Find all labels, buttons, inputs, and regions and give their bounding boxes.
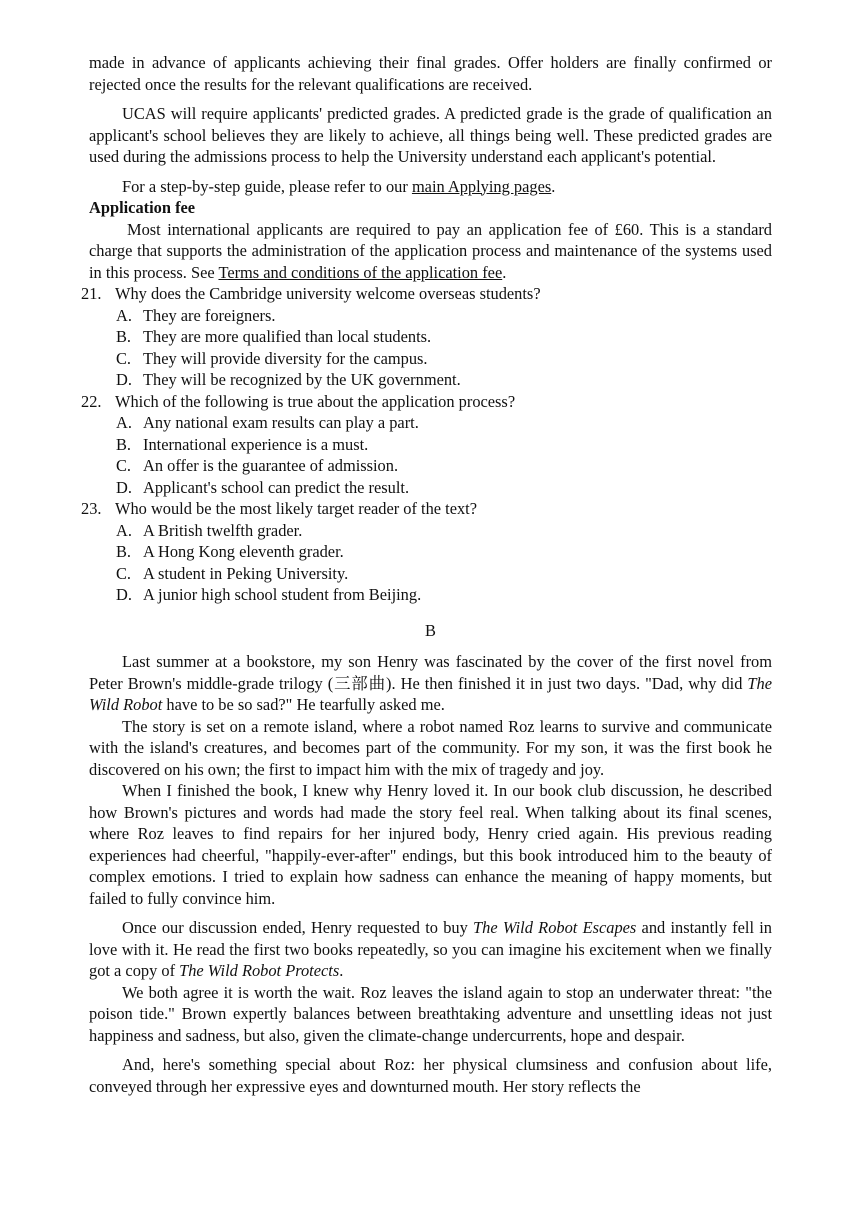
- questions-list: [81, 283, 772, 606]
- fee-terms-link[interactable]: Terms and conditions of the application fee: [218, 262, 503, 282]
- application-fee-heading: Application fee: [89, 198, 196, 217]
- option-letter: A.: [116, 305, 132, 325]
- option-b: [89, 541, 772, 563]
- document-page: [81, 52, 772, 1097]
- option-c: [89, 563, 772, 585]
- option-d: [89, 369, 772, 391]
- option-letter: C.: [116, 348, 132, 368]
- book-title: The Wild Robot: [89, 673, 772, 714]
- option-text: A junior high school student from Beijing.: [143, 585, 422, 604]
- option-letter: C.: [116, 456, 132, 475]
- question-text: Who would be the most likely target reader of the text?: [115, 499, 477, 518]
- option-text: International experience is a must.: [143, 434, 369, 454]
- option-letter: A.: [116, 413, 132, 432]
- option-c: [89, 455, 772, 477]
- book-title: The Wild Robot Protects: [179, 961, 340, 980]
- paragraph-text: and instantly fell in love with it. He read the first two books repeatedly, so you can imagine his excitement when we finally got a copy of: [89, 918, 772, 980]
- option-letter: D.: [116, 585, 132, 604]
- question-stem: [81, 391, 772, 413]
- option-text: A British twelfth grader.: [143, 520, 303, 540]
- option-d: [89, 584, 772, 606]
- option-text: They are foreigners.: [143, 305, 276, 325]
- passage-a-paragraph-1: made in advance of applicants achieving their final grades. Offer holders are finally confirmed or rejected once the results for the relevant qualifications are received.: [89, 53, 772, 94]
- option-text: They are more qualified than local students.: [143, 327, 432, 346]
- option-d: [89, 477, 772, 499]
- passage-a-paragraph-3: [89, 176, 772, 198]
- question-23: [81, 498, 772, 606]
- option-a: [89, 412, 772, 434]
- option-text: An offer is the guarantee of admission.: [143, 456, 399, 475]
- option-a: [89, 520, 772, 542]
- passage-b-paragraph-3: When I finished the book, I knew why Henry loved it. In our book club discussion, he described how Brown's pictures and words had made the story feel real. When talking about its final scenes, where Roz leaves to find repairs for her injured body, Henry cried again. His previous reading experiences had cheerful, "happily-ever-after" endings, but this book introduced him to the beauty of complex emotions. I tried to explain how sadness can enhance the meaning of happy moments, but failed to fully convince him.: [89, 781, 772, 908]
- option-b: [89, 434, 772, 456]
- question-22: [81, 391, 772, 499]
- question-text: Why does the Cambridge university welcome overseas students?: [115, 284, 541, 303]
- option-a: [89, 305, 772, 327]
- passage-b-paragraph-5: We both agree it is worth the wait. Roz leaves the island again to stop an underwater threat: "the poison tide." Brown expertly balances between breathtaking adventure and unsettling ideas not just happiness and sadness, but also, given the climate-change undercurrents, hope and despair.: [89, 982, 772, 1045]
- option-b: [89, 326, 772, 348]
- option-letter: C.: [116, 563, 132, 583]
- passage-b-paragraph-1: [89, 651, 772, 716]
- main-applying-pages-link[interactable]: main Applying pages: [411, 176, 552, 196]
- question-stem: [81, 283, 772, 305]
- book-title: The Wild Robot Escapes: [473, 918, 637, 937]
- fee-text: Most international applicants are required to pay an application fee of £60. This is a standard charge that supports the administration of the application process and maintenance of the systems used in this process. See: [89, 219, 772, 282]
- option-c: [89, 348, 772, 370]
- paragraph-text: Once our discussion ended, Henry requested to buy: [122, 918, 474, 937]
- option-text: They will be recognized by the UK government.: [143, 370, 461, 389]
- guide-text-end: .: [551, 176, 556, 196]
- option-letter: D.: [116, 477, 132, 497]
- question-number: 22.: [81, 391, 102, 411]
- question-number: 21.: [81, 284, 102, 303]
- passage-a-paragraph-4: [89, 219, 772, 284]
- paragraph-text: Last summer at a bookstore, my son Henry was fascinated by the cover of the first novel from Peter Brown's middle-grade trilogy (三部曲). He then finished it in just two days. "Dad, why did: [89, 652, 772, 693]
- passage-b-paragraph-2: The story is set on a remote island, where a robot named Roz learns to survive and communicate with the island's creatures, and becomes part of the community. For my son, it was the first book he discovered on his own; the first to impact him with the mix of tragedy and joy.: [89, 716, 772, 779]
- option-letter: D.: [116, 370, 132, 389]
- question-stem: [81, 498, 772, 520]
- passage-b-paragraph-4: [89, 917, 772, 982]
- paragraph-text: .: [339, 961, 344, 980]
- option-letter: A.: [116, 520, 132, 540]
- passage-b-paragraph-6: And, here's something special about Roz: her physical clumsiness and confusion about life, conveyed through her expressive eyes and downturned mouth. Her story reflects the: [89, 1055, 772, 1096]
- option-text: A student in Peking University.: [143, 563, 349, 583]
- fee-text-end: .: [502, 262, 507, 282]
- question-text: Which of the following is true about the application process?: [115, 391, 516, 411]
- option-text: Applicant's school can predict the result.: [143, 477, 410, 497]
- question-21: [81, 283, 772, 391]
- question-number: 23.: [81, 499, 102, 518]
- option-letter: B.: [116, 327, 132, 346]
- option-letter: B.: [116, 434, 132, 454]
- paragraph-text: have to be so sad?" He tearfully asked me.: [162, 695, 445, 714]
- guide-text: For a step-by-step guide, please refer to our: [122, 176, 412, 196]
- section-b-heading: B: [425, 620, 436, 640]
- option-letter: B.: [116, 542, 132, 561]
- passage-a-paragraph-2: UCAS will require applicants' predicted grades. A predicted grade is the grade of qualification an applicant's school believes they are likely to achieve, all things being well. These predicted grades are used during the admissions process to help the University understand each applicant's potential.: [89, 104, 772, 166]
- option-text: They will provide diversity for the campus.: [143, 348, 428, 368]
- option-text: Any national exam results can play a part.: [143, 413, 419, 432]
- option-text: A Hong Kong eleventh grader.: [143, 542, 344, 561]
